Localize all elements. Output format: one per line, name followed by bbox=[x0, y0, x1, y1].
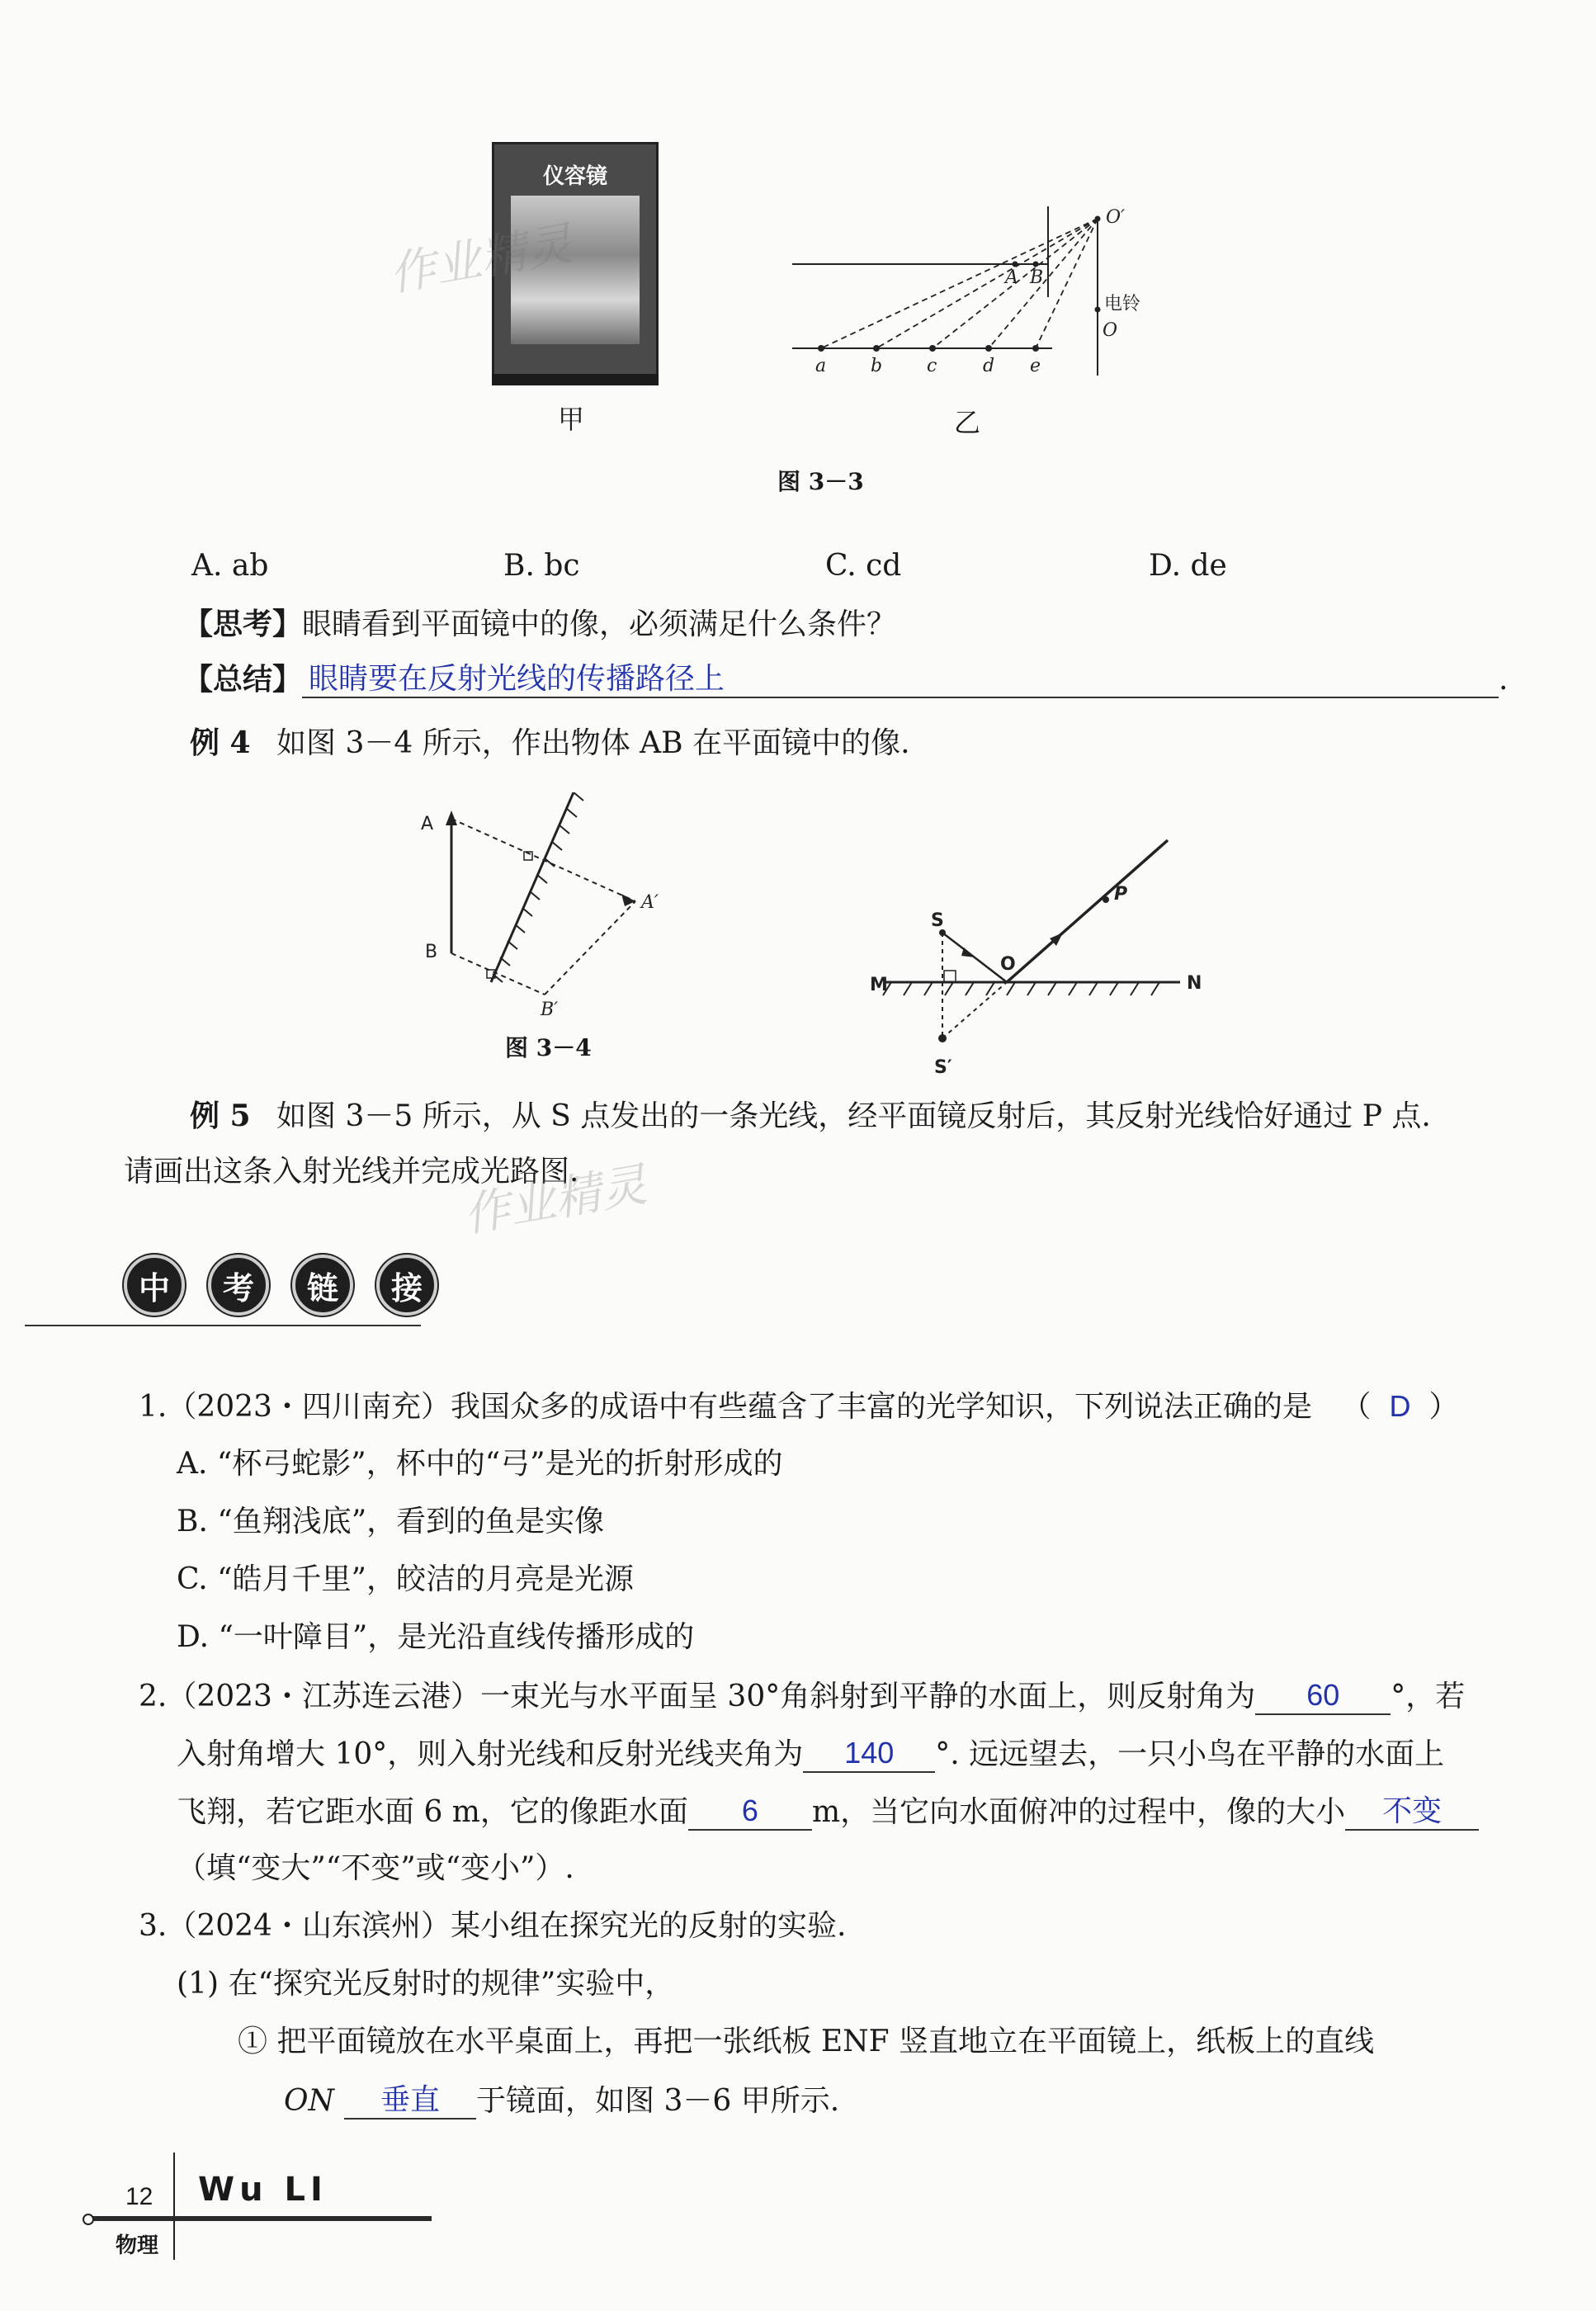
point-b: b bbox=[871, 356, 883, 376]
example-4 bbox=[190, 725, 910, 762]
label-A: A bbox=[1005, 267, 1018, 288]
option-d: D. de bbox=[1149, 549, 1227, 583]
option-a: A. ab bbox=[191, 549, 269, 583]
q1-option-c: C. “皓月千里”，皎洁的月亮是光源 bbox=[177, 1562, 634, 1596]
q2-line2 bbox=[177, 1735, 1444, 1773]
q2-text-2b: °. 远远望去，一只小鸟在平静的水面上 bbox=[935, 1737, 1445, 1771]
fig34-label-A-prime: A′ bbox=[641, 892, 659, 913]
q2-text-3b: m，当它向水面俯冲的过程中，像的大小 bbox=[811, 1795, 1346, 1829]
footer-vertical-rule bbox=[173, 2153, 175, 2260]
watermark: 作业精灵 bbox=[385, 216, 577, 302]
fig34-label-A: A bbox=[421, 814, 434, 834]
q1-stem-line bbox=[139, 1388, 1458, 1425]
figure-label-yi: 乙 bbox=[954, 407, 981, 438]
think-tag: 【思考】 bbox=[183, 607, 303, 641]
summary-line bbox=[183, 660, 1508, 698]
section-divider bbox=[25, 1325, 421, 1326]
label-O: O bbox=[1103, 320, 1118, 341]
q2-blank-4 bbox=[1345, 1793, 1479, 1831]
figure-3-3-diagram bbox=[784, 194, 1164, 384]
fig34-label-B: B bbox=[425, 942, 438, 962]
figure-3-5-diagram bbox=[866, 834, 1230, 1081]
q2-line1 bbox=[139, 1677, 1465, 1715]
fig34-label-B-prime: B′ bbox=[541, 1000, 559, 1015]
q2-text-3a: 飞翔，若它距水面 6 m，它的像距水面 bbox=[177, 1795, 688, 1829]
q1-option-a: A. “杯弓蛇影”，杯中的“弓”是光的折射形成的 bbox=[177, 1447, 783, 1481]
label-bell: 电铃 bbox=[1104, 294, 1141, 314]
option-b: B. bc bbox=[503, 549, 580, 583]
summary-tag: 【总结】 bbox=[183, 662, 303, 697]
example-5-line2: 请画出这条入射光线并完成光路图. bbox=[124, 1155, 579, 1189]
example-5-label: 例 5 bbox=[190, 1099, 251, 1133]
point-e: e bbox=[1030, 356, 1041, 376]
example-5-text1: 如图 3－5 所示，从 S 点发出的一条光线，经平面镜反射后，其反射光线恰好通过 P 点. bbox=[276, 1099, 1431, 1133]
q1-option-d: D. “一叶障目”，是光沿直线传播形成的 bbox=[177, 1620, 695, 1654]
q2-blank-1 bbox=[1255, 1677, 1391, 1715]
q2-answer-3: 6 bbox=[741, 1794, 758, 1827]
think-line bbox=[183, 606, 896, 643]
q2-text-1b: °，若 bbox=[1391, 1680, 1466, 1713]
example-5-line1 bbox=[190, 1098, 1431, 1135]
q1-stem: 1.（2023・四川南充）我国众多的成语中有些蕴含了丰富的光学知识，下列说法正确的是 bbox=[139, 1390, 1312, 1424]
fig35-label-M: M bbox=[870, 975, 888, 995]
section-char-1: 中 bbox=[124, 1255, 185, 1316]
mirror-stand bbox=[492, 374, 659, 385]
q3-on-label: ON bbox=[284, 2084, 335, 2118]
q2-answer-1: 60 bbox=[1306, 1678, 1340, 1712]
label-O-prime: O′ bbox=[1106, 207, 1126, 228]
q3-blank-1 bbox=[344, 2082, 476, 2120]
summary-answer: 眼睛要在反射光线的传播路径上 bbox=[309, 661, 725, 695]
point-d: d bbox=[983, 356, 995, 376]
mirror-photo-title: 仪容镜 bbox=[542, 164, 607, 189]
q2-line4: （填“变大”“不变”或“变小”）. bbox=[177, 1851, 574, 1885]
footer-subject: 物理 bbox=[116, 2233, 159, 2258]
q2-answer-2: 140 bbox=[844, 1736, 895, 1770]
footer-dot bbox=[83, 2214, 94, 2225]
q1-answer: D bbox=[1389, 1389, 1411, 1423]
section-header bbox=[124, 1255, 437, 1316]
point-c: c bbox=[927, 356, 937, 376]
figure-label-jia: 甲 bbox=[558, 404, 585, 435]
q2-line3 bbox=[177, 1793, 1479, 1831]
think-text: 眼睛看到平面镜中的像，必须满足什么条件？ bbox=[302, 607, 897, 641]
point-a: a bbox=[815, 356, 827, 376]
option-c: C. cd bbox=[825, 549, 902, 583]
q1-option-b: B. “鱼翔浅底”，看到的鱼是实像 bbox=[177, 1505, 605, 1538]
summary-answer-blank bbox=[302, 660, 1499, 698]
fig35-label-S: S bbox=[931, 910, 944, 931]
footer-brand: Wu LI bbox=[198, 2171, 328, 2209]
q3-item1-line2 bbox=[284, 2082, 839, 2120]
q3-sub1: (1) 在“探究光反射时的规律”实验中， bbox=[177, 1967, 675, 2001]
label-B: B bbox=[1030, 267, 1044, 288]
page-number: 12 bbox=[125, 2183, 153, 2210]
q2-text-1a: 2.（2023・江苏连云港）一束光与水平面呈 30°角斜射到平静的水面上，则反射角为 bbox=[139, 1680, 1256, 1713]
section-char-4: 接 bbox=[376, 1255, 437, 1316]
fig35-label-O: O bbox=[1000, 954, 1016, 975]
q2-text-2a: 入射角增大 10°，则入射光线和反射光线夹角为 bbox=[177, 1737, 804, 1771]
section-char-3: 链 bbox=[292, 1255, 353, 1316]
fig35-label-S-prime: S′ bbox=[934, 1057, 952, 1078]
example-4-text: 如图 3－4 所示，作出物体 AB 在平面镜中的像. bbox=[276, 726, 910, 760]
q3-item1-line1: ① 把平面镜放在水平桌面上，再把一张纸板 ENF 竖直地立在平面镜上，纸板上的直线 bbox=[238, 2025, 1375, 2058]
q2-blank-3 bbox=[688, 1793, 812, 1831]
q1-bracket-open: （ bbox=[1341, 1390, 1372, 1424]
example-4-label: 例 4 bbox=[190, 725, 251, 760]
figure-3-4-diagram bbox=[408, 792, 681, 1015]
fig35-label-P: P bbox=[1114, 884, 1128, 905]
watermark-2: 作业精灵 bbox=[459, 1157, 651, 1243]
q2-answer-4: 不变 bbox=[1382, 1794, 1443, 1827]
q3-stem: 3.（2024・山东滨州）某小组在探究光的反射的实验. bbox=[139, 1909, 847, 1943]
footer-rule bbox=[89, 2216, 432, 2221]
q3-text-post: 于镜面，如图 3－6 甲所示. bbox=[476, 2084, 840, 2118]
q3-answer-1: 垂直 bbox=[380, 2082, 441, 2116]
summary-end: . bbox=[1499, 663, 1509, 697]
figure-3-4-caption: 图 3－4 bbox=[505, 1034, 592, 1061]
q2-blank-2 bbox=[803, 1735, 935, 1773]
q1-bracket-close: ） bbox=[1428, 1390, 1459, 1424]
fig35-label-N: N bbox=[1187, 973, 1202, 994]
figure-3-3-caption: 图 3－3 bbox=[777, 468, 864, 495]
section-char-2: 考 bbox=[208, 1255, 269, 1316]
